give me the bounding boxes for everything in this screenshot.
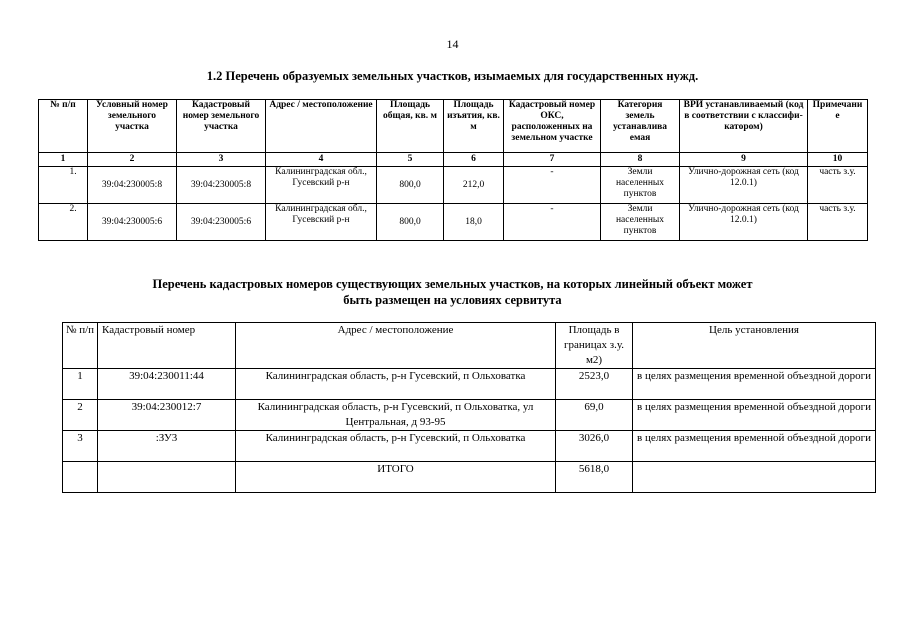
empty-cell xyxy=(98,462,236,493)
area: 2523,0 xyxy=(556,369,633,400)
column-header: Адрес / местоположение xyxy=(266,100,377,153)
column-header: ВРИ устанавливаемый (код в соответствии с классифи-катором) xyxy=(680,100,808,153)
column-header: Кадастровый номер ОКС, расположенных на земельном участке xyxy=(504,100,601,153)
conditional-number: 39:04:230005:8 xyxy=(88,167,177,204)
cadastral-number: 39:04:230005:8 xyxy=(177,167,266,204)
total-label: ИТОГО xyxy=(236,462,556,493)
table-row xyxy=(63,431,876,462)
column-header: Примечани е xyxy=(808,100,868,153)
table-row xyxy=(63,369,876,400)
land-category: Земли населенных пунктов xyxy=(601,167,680,204)
row-number: 1. xyxy=(39,167,88,204)
oks-number: - xyxy=(504,167,601,204)
oks-number: - xyxy=(504,204,601,241)
row-number: 3 xyxy=(63,431,98,462)
column-number: 7 xyxy=(504,153,601,167)
column-number: 6 xyxy=(444,153,504,167)
address: Калининградская область, р-н Гусевский, п Ольховатка xyxy=(236,369,556,400)
column-number: 1 xyxy=(39,153,88,167)
purpose: в целях размещения временной объездной дороги xyxy=(633,369,876,400)
table-row xyxy=(63,400,876,431)
column-header: Кадастровый номер земельного участка xyxy=(177,100,266,153)
column-number: 10 xyxy=(808,153,868,167)
address: Калининградская обл., Гусевский р-н xyxy=(266,167,377,204)
column-header: Условный номер земельного участка xyxy=(88,100,177,153)
column-number: 5 xyxy=(377,153,444,167)
section2-title-line1: Перечень кадастровых номеров существующих земельных участков, на которых линейный объект может xyxy=(152,277,753,291)
column-number: 2 xyxy=(88,153,177,167)
total-row xyxy=(63,462,876,493)
area-seized: 212,0 xyxy=(444,167,504,204)
empty-cell xyxy=(633,462,876,493)
column-header: Категория земель устанавлива емая xyxy=(601,100,680,153)
land-category: Земли населенных пунктов xyxy=(601,204,680,241)
row-number: 2 xyxy=(63,400,98,431)
cadastral-number: 39:04:230012:7 xyxy=(98,400,236,431)
table-header-row xyxy=(63,323,876,369)
area-total: 800,0 xyxy=(377,204,444,241)
permitted-use: Улично-дорожная сеть (код 12.0.1) xyxy=(680,167,808,204)
address: Калининградская обл., Гусевский р-н xyxy=(266,204,377,241)
column-header-address: Адрес / местоположение xyxy=(236,323,556,369)
column-header-no: № п/п xyxy=(63,323,98,369)
seized-parcels-table xyxy=(38,99,868,241)
column-number-row xyxy=(39,153,868,167)
cadastral-number: 39:04:230011:44 xyxy=(98,369,236,400)
column-header-area: Площадь в границах з.у. м2) xyxy=(556,323,633,369)
column-header-purpose: Цель установления xyxy=(633,323,876,369)
column-number: 3 xyxy=(177,153,266,167)
servitude-parcels-table xyxy=(62,322,876,493)
column-header-cadastral: Кадастровый номер xyxy=(98,323,236,369)
table-row xyxy=(39,204,868,241)
area-total: 800,0 xyxy=(377,167,444,204)
table-header-row xyxy=(39,100,868,153)
column-header: № п/п xyxy=(39,100,88,153)
cadastral-number: 39:04:230005:6 xyxy=(177,204,266,241)
note: часть з.у. xyxy=(808,204,868,241)
purpose: в целях размещения временной объездной дороги xyxy=(633,400,876,431)
note: часть з.у. xyxy=(808,167,868,204)
row-number: 1 xyxy=(63,369,98,400)
area: 69,0 xyxy=(556,400,633,431)
conditional-number: 39:04:230005:6 xyxy=(88,204,177,241)
area-seized: 18,0 xyxy=(444,204,504,241)
section1-title: 1.2 Перечень образуемых земельных участков, изымаемых для государственных нужд. xyxy=(206,69,699,83)
section2-title xyxy=(0,276,905,308)
permitted-use: Улично-дорожная сеть (код 12.0.1) xyxy=(680,204,808,241)
column-header: Площадь общая, кв. м xyxy=(377,100,444,153)
column-number: 8 xyxy=(601,153,680,167)
empty-cell xyxy=(63,462,98,493)
column-number: 9 xyxy=(680,153,808,167)
address: Калининградская область, р-н Гусевский, п Ольховатка, ул Центральная, д 93-95 xyxy=(236,400,556,431)
address: Калининградская область, р-н Гусевский, п Ольховатка xyxy=(236,431,556,462)
area: 3026,0 xyxy=(556,431,633,462)
total-area: 5618,0 xyxy=(556,462,633,493)
cadastral-number: :ЗУ3 xyxy=(98,431,236,462)
column-header: Площадь изъятия, кв. м xyxy=(444,100,504,153)
table-row xyxy=(39,167,868,204)
page-number: 14 xyxy=(446,37,459,51)
row-number: 2. xyxy=(39,204,88,241)
purpose: в целях размещения временной объездной дороги xyxy=(633,431,876,462)
column-number: 4 xyxy=(266,153,377,167)
section2-title-line2: быть размещен на условиях сервитута xyxy=(343,293,562,307)
